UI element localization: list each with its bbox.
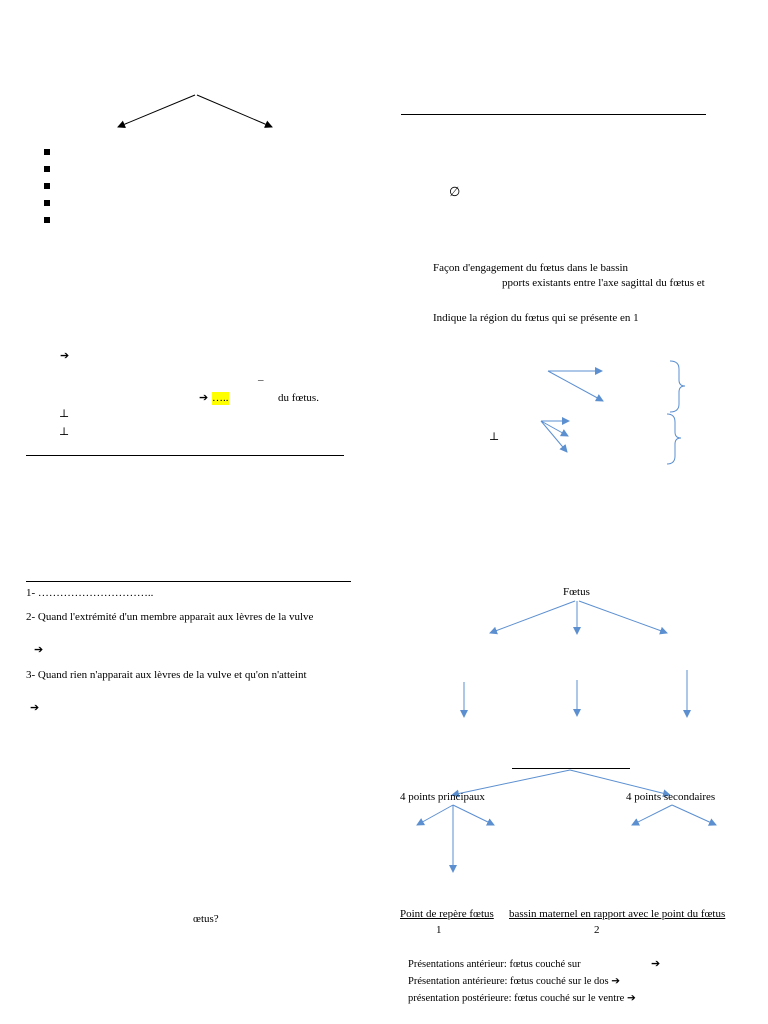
- arrow-marker: ➔: [60, 350, 70, 362]
- rule-mid-left: [26, 455, 344, 456]
- circle-slash-symbol: ∅: [449, 184, 461, 199]
- bullet-2: [44, 166, 50, 172]
- perp-symbol-2: ⊥: [59, 426, 70, 438]
- brace-top: [670, 361, 685, 412]
- points-principaux-label: 4 points principaux: [400, 791, 485, 803]
- highlighted-dots: …..: [212, 392, 229, 404]
- question-3: 3- Quand rien n'apparait aux lèvres de la vulve et qu'on n'atteint: [26, 669, 307, 681]
- du-foetus-text: du fœtus.: [278, 392, 319, 404]
- rule-points: [512, 768, 630, 769]
- rapports-text: pports existants entre l'axe sagittal du fœtus et: [502, 277, 705, 289]
- bullet-1: [44, 149, 50, 155]
- facon-text: Façon d'engagement du fœtus dans le bassin: [433, 262, 629, 274]
- presentation-1-arrow: ➔: [651, 958, 661, 970]
- question-2: 2- Quand l'extrémité d'un membre apparait aux lèvres de la vulve: [26, 611, 314, 623]
- bullet-4: [44, 200, 50, 206]
- question-3-arrow: ➔: [30, 702, 40, 714]
- bullet-3: [44, 183, 50, 189]
- blue-arrow-2: [548, 371, 603, 401]
- ps-arrow-right: [672, 805, 716, 825]
- blue-arrow-5: [541, 421, 567, 452]
- foetus-arrow-left: [490, 601, 575, 633]
- pp-arrow-left: [417, 805, 453, 825]
- ps-arrow-left: [632, 805, 672, 825]
- indique-text: Indique la région du fœtus qui se présente en 1: [433, 312, 639, 324]
- point-repere-heading: Point de repère fœtus: [400, 908, 494, 920]
- perp-symbol-right: ⊥: [489, 431, 500, 443]
- number-2: 2: [594, 924, 600, 936]
- presentation-3: présentation postérieure: fœtus couché sur le ventre ➔: [408, 993, 636, 1004]
- fork-left-arrow: [118, 95, 195, 127]
- foetus-arrow-right: [579, 601, 667, 633]
- pp-arrow-right: [453, 805, 494, 825]
- arrow-marker-2: ➔: [199, 392, 209, 404]
- number-1: 1: [436, 924, 442, 936]
- question-1: 1- …………………………..: [26, 587, 154, 599]
- bullet-5: [44, 217, 50, 223]
- rule-top-right: [401, 114, 706, 115]
- bassin-maternel-heading: bassin maternel en rapport avec le point du fœtus: [509, 908, 726, 920]
- foetus-label: Fœtus: [563, 586, 590, 598]
- small-dash: _: [258, 370, 264, 382]
- presentation-1: Présentations antérieur: fœtus couché sur: [408, 959, 581, 970]
- oetus-text: œtus?: [193, 913, 219, 925]
- brace-bottom: [667, 414, 681, 464]
- points-secondaires-label: 4 points secondaires: [626, 791, 716, 803]
- fork-right-arrow: [197, 95, 272, 127]
- presentation-2: Présentation antérieure: fœtus couché sur le dos ➔: [408, 976, 621, 987]
- blue-arrow-4: [541, 421, 568, 436]
- perp-symbol-1: ⊥: [59, 408, 70, 420]
- question-2-arrow: ➔: [34, 644, 44, 656]
- rule-lower-left: [26, 581, 351, 582]
